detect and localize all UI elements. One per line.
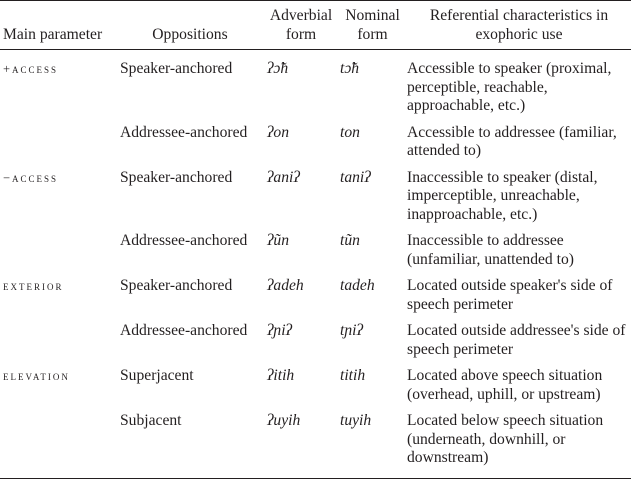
table-row (0, 116, 631, 161)
param-cell (0, 116, 116, 161)
param-cell: +access (3, 62, 59, 76)
table-row (0, 224, 631, 269)
opposition-cell: Speaker-anchored (120, 168, 233, 186)
nominal-cell: tɔ̃h (340, 60, 360, 77)
opposition-cell: Addressee-anchored (120, 123, 248, 141)
opposition-cell: Addressee-anchored (120, 232, 248, 249)
table-row (0, 50, 631, 116)
nominal-cell: tɲiʔ (340, 322, 363, 339)
opposition-cell: Speaker-anchored (120, 60, 233, 77)
adverbial-cell: ʔaniʔ (267, 168, 300, 186)
referential-cell: Accessible to speaker (proximal, perceptible, reachable, approachable, etc.) (407, 60, 612, 114)
opposition-cell: Superjacent (120, 367, 194, 384)
param-cell (0, 404, 116, 478)
referential-cell: Inaccessible to addressee (unfamiliar, unattended to) (407, 232, 574, 268)
table-row (0, 269, 631, 314)
adverbial-cell: ʔũn (267, 232, 290, 249)
param-cell: exterior (3, 279, 64, 293)
header-oppositions: Oppositions (152, 25, 228, 43)
referential-cell: Located above speech situation (overhead, uphill, or upstream) (407, 367, 603, 403)
adverbial-cell: ʔadeh (267, 277, 304, 294)
adverbial-cell: ʔon (267, 123, 290, 141)
header-adverbial-form: Adverbial form (269, 7, 333, 43)
referential-cell: Located outside addressee's side of speech perimeter (407, 322, 626, 358)
table-row (0, 161, 631, 225)
table-row (0, 404, 631, 478)
header-main-parameter: Main parameter (3, 25, 103, 43)
opposition-cell: Speaker-anchored (120, 277, 233, 294)
param-cell (0, 314, 116, 359)
nominal-cell: ton (340, 123, 360, 141)
param-cell (0, 224, 116, 269)
nominal-cell: taniʔ (340, 168, 371, 186)
opposition-cell: Subjacent (120, 412, 182, 429)
adverbial-cell: ʔitih (267, 367, 295, 384)
referential-cell: Inaccessible to speaker (distal, imperceptible, unreachable, inapproachable, etc.) (407, 168, 598, 223)
referential-cell: Located outside speaker's side of speech perimeter (407, 277, 613, 313)
adverbial-cell: ʔuyih (267, 412, 301, 429)
adverbial-cell: ʔɔ̃h (267, 60, 289, 77)
nominal-cell: titih (340, 367, 366, 384)
referential-cell: Located below speech situation (underneath, downhill, or downstream) (407, 412, 604, 466)
header-referential: Referential characteristics in exophoric use (429, 7, 609, 43)
table-row (0, 314, 631, 359)
opposition-cell: Addressee-anchored (120, 322, 248, 339)
header-nominal-form: Nominal form (345, 7, 400, 43)
adverbial-cell: ʔɲiʔ (267, 322, 292, 339)
nominal-cell: tũn (340, 232, 360, 249)
param-cell: elevation (3, 369, 70, 383)
param-cell: −access (3, 170, 59, 185)
header-row (0, 1, 631, 50)
nominal-cell: tuyih (340, 412, 372, 429)
nominal-cell: tadeh (340, 277, 375, 294)
table-row (0, 359, 631, 404)
referential-cell: Accessible to addressee (familiar, attended to) (407, 123, 617, 159)
